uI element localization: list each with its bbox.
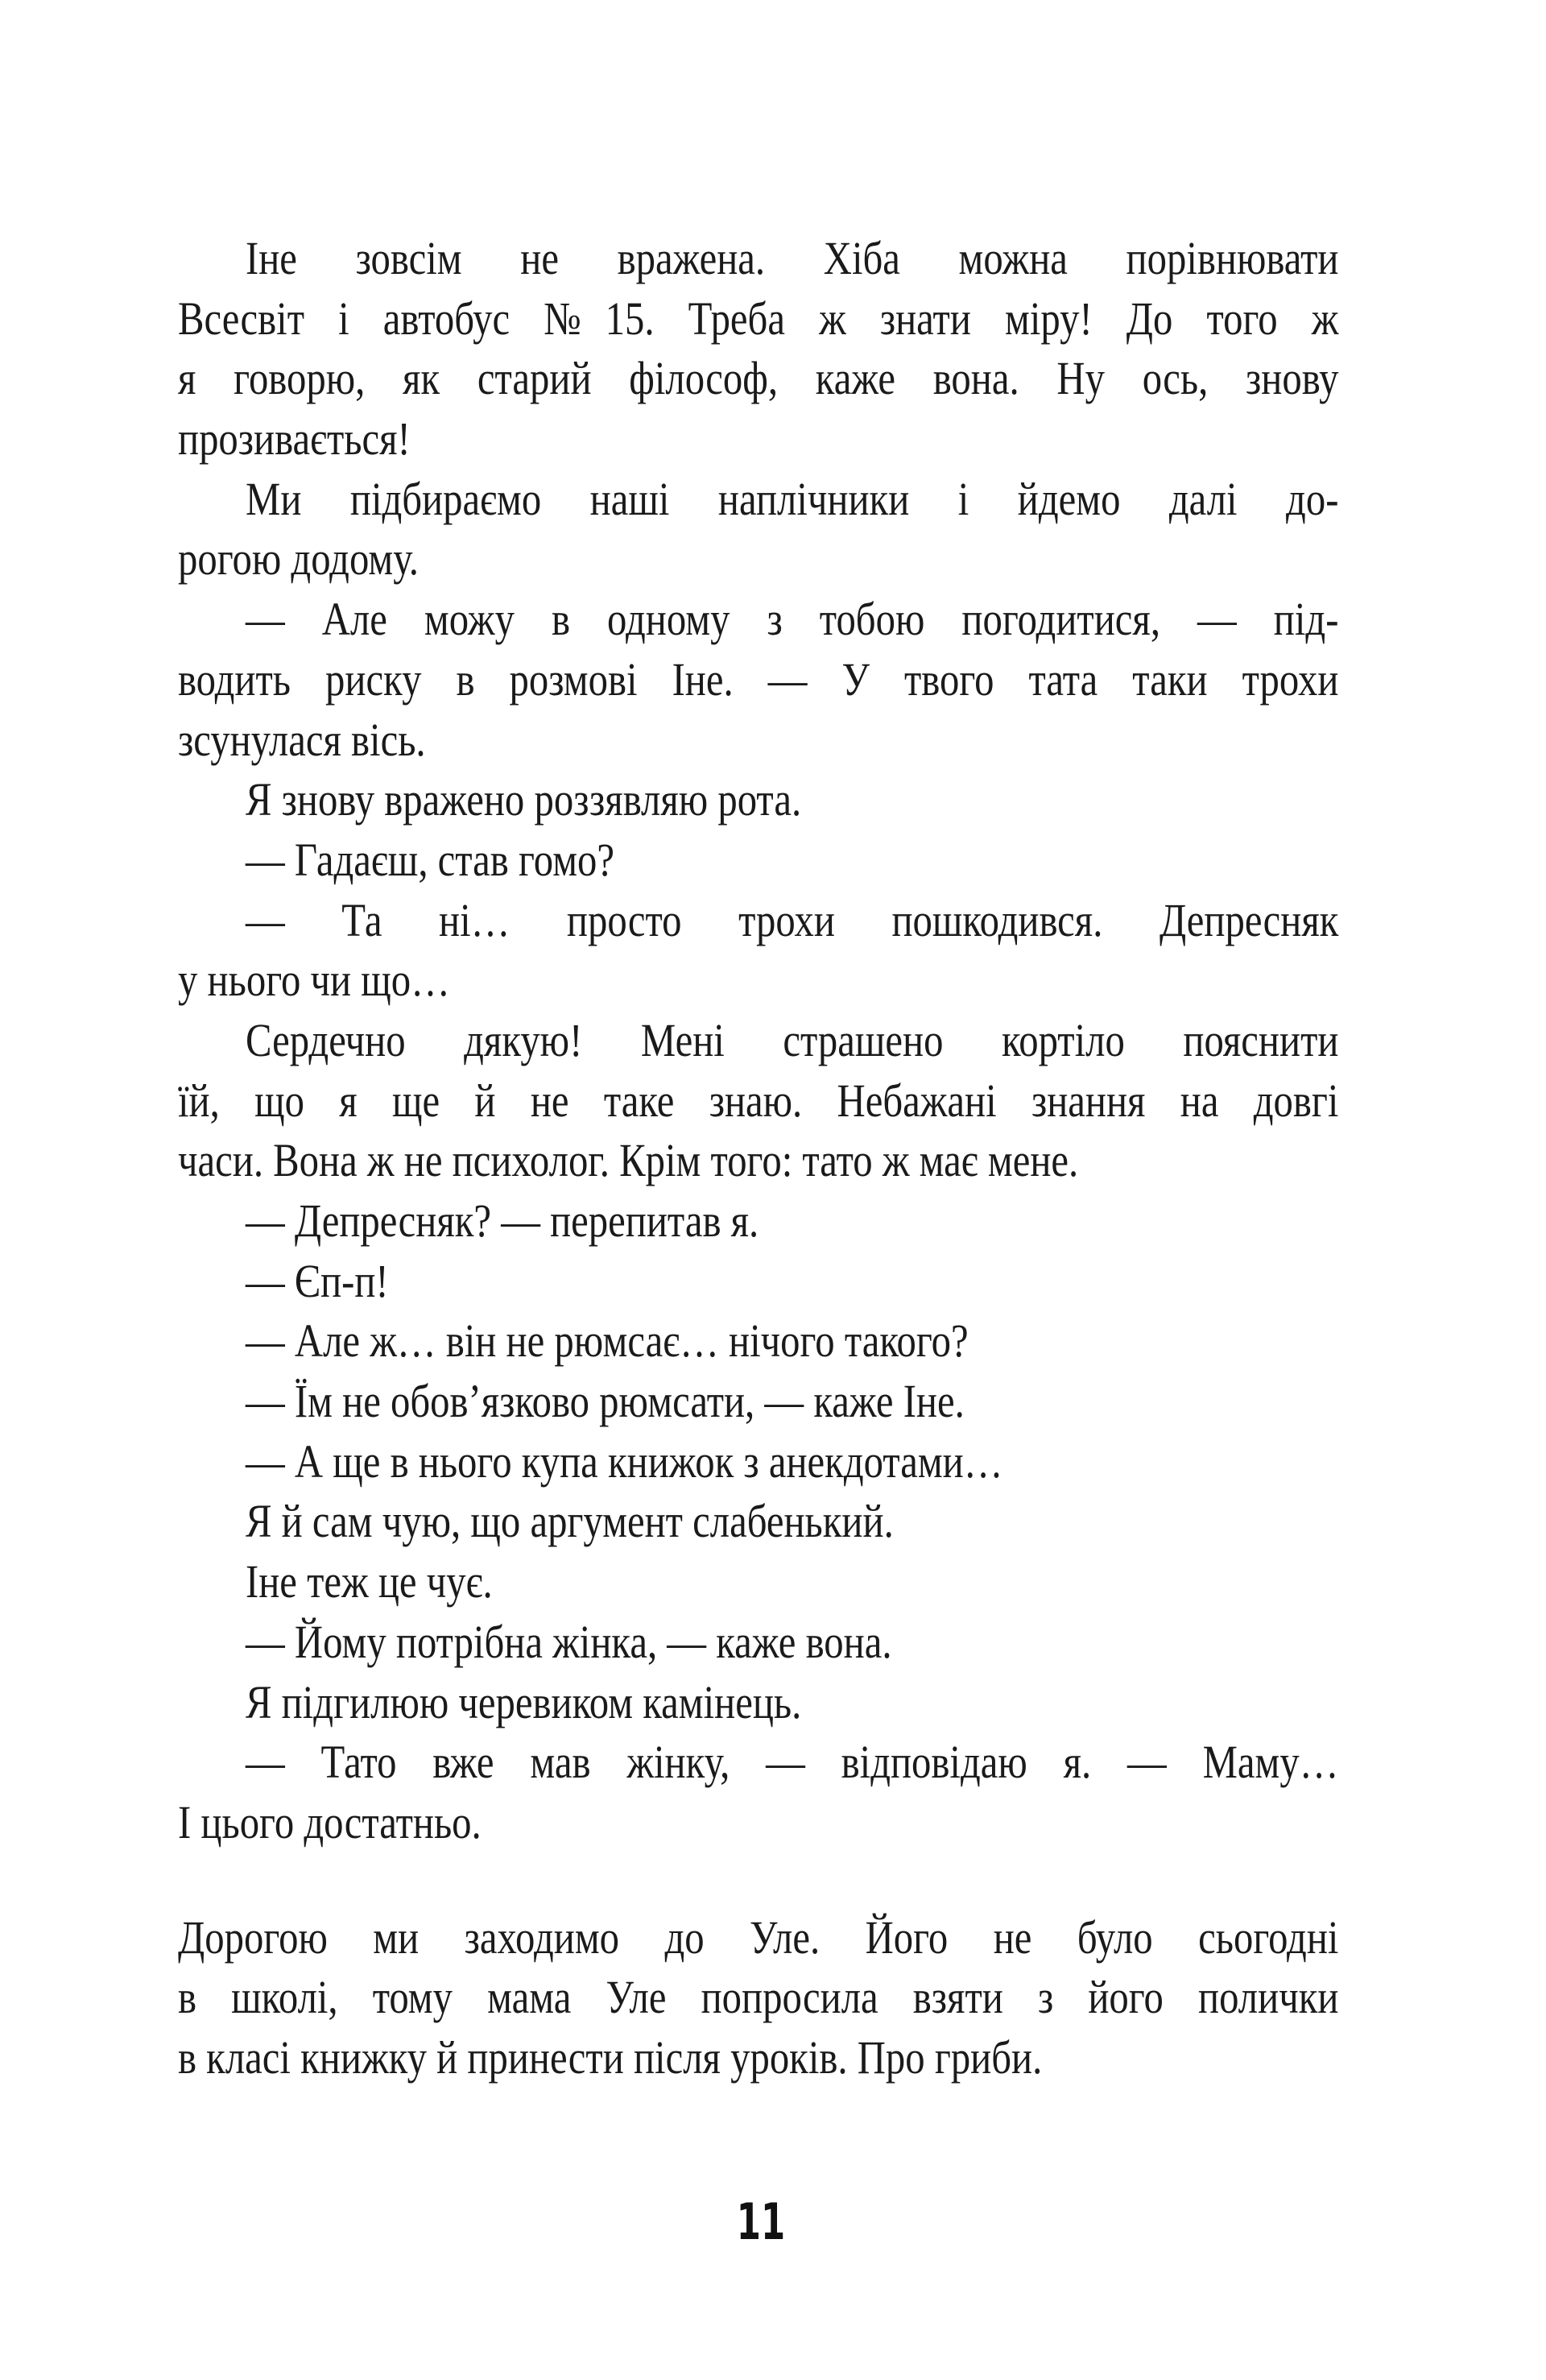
text-line: — Депресняк? — перепитав я. (246, 1194, 759, 1247)
text-line: Іне теж це чує. (246, 1555, 493, 1608)
page-body-text (178, 229, 1339, 2088)
text-line: я говорю, як старий філософ, каже вона. Ну ось, знову (178, 352, 1339, 405)
text-line: прозивається! (178, 412, 411, 466)
text-line: їй, що я ще й не таке знаю. Небажані знання на довгі (178, 1074, 1339, 1127)
paragraph (178, 1311, 1339, 1372)
text-line: Іне зовсім не вражена. Хіба можна порівнювати (246, 232, 1339, 284)
text-line: — Єп-п! (246, 1254, 389, 1307)
paragraph (178, 1732, 1339, 1852)
text-line: Сердечно дякую! Мені страшено кортіло пояснити (246, 1013, 1339, 1066)
paragraph (178, 1372, 1339, 1432)
page-number: 11 (736, 2192, 786, 2251)
text-line: Я знову вражено роззявляю рота. (246, 773, 802, 826)
text-line: — Гадаєш, став гомо? (246, 833, 615, 886)
paragraph (178, 770, 1339, 830)
text-line: — Йому потрібна жінка, — каже вона. (246, 1615, 892, 1668)
paragraph (178, 891, 1339, 1011)
paragraph (178, 1908, 1339, 2088)
paragraph (178, 1191, 1339, 1252)
paragraph (178, 1252, 1339, 1312)
text-line: у нього чи що… (178, 954, 450, 1007)
text-line: водить риску в розмові Іне. — У твого тата таки трохи (178, 652, 1339, 706)
text-line: часи. Вона ж не психолог. Крім того: тато ж має мене. (178, 1134, 1079, 1187)
paragraph (178, 229, 1339, 470)
text-line: — Тато вже мав жінку, — відповідаю я. — Маму… (246, 1736, 1339, 1789)
paragraph (178, 1011, 1339, 1191)
text-line: І цього достатньо. (178, 1795, 482, 1848)
paragraph (178, 1492, 1339, 1552)
text-line: зсунулася вісь. (178, 713, 426, 766)
text-line: в школі, тому мама Уле попросила взяти з його полички (178, 1971, 1339, 2024)
text-line: — Але можу в одному з тобою погодитися, — під- (246, 593, 1339, 646)
paragraph (178, 470, 1339, 590)
paragraph (178, 1612, 1339, 1673)
text-line: — Але ж… він не рюмсає… нічого такого? (246, 1314, 969, 1368)
text-line: рогою додому. (178, 532, 419, 586)
paragraph (178, 1673, 1339, 1733)
paragraph (178, 1432, 1339, 1492)
text-line: — А ще в нього купа книжок з анекдотами… (246, 1434, 1003, 1488)
text-line: — Їм не обов’язково рюмсати, — каже Іне. (246, 1375, 965, 1428)
text-line: Ми підбираємо наші наплічники і йдемо далі до- (246, 472, 1339, 525)
text-line: Я підгилюю черевиком камінець. (246, 1675, 802, 1728)
paragraph (178, 830, 1339, 891)
text-line: Всесвіт і автобус №15. Треба ж знати міру! До того ж (178, 292, 1339, 345)
paragraph (178, 1552, 1339, 1612)
text-line: Я й сам чую, що аргумент слабенький. (246, 1495, 894, 1548)
paragraph (178, 590, 1339, 770)
text-line: Дорогою ми заходимо до Уле. Його не було сьогодні (178, 1910, 1339, 1964)
text-line: в класі книжку й принести після уроків. Про гриби. (178, 2030, 1043, 2084)
text-line: — Та ні… просто трохи пошкодився. Депресняк (246, 893, 1339, 946)
